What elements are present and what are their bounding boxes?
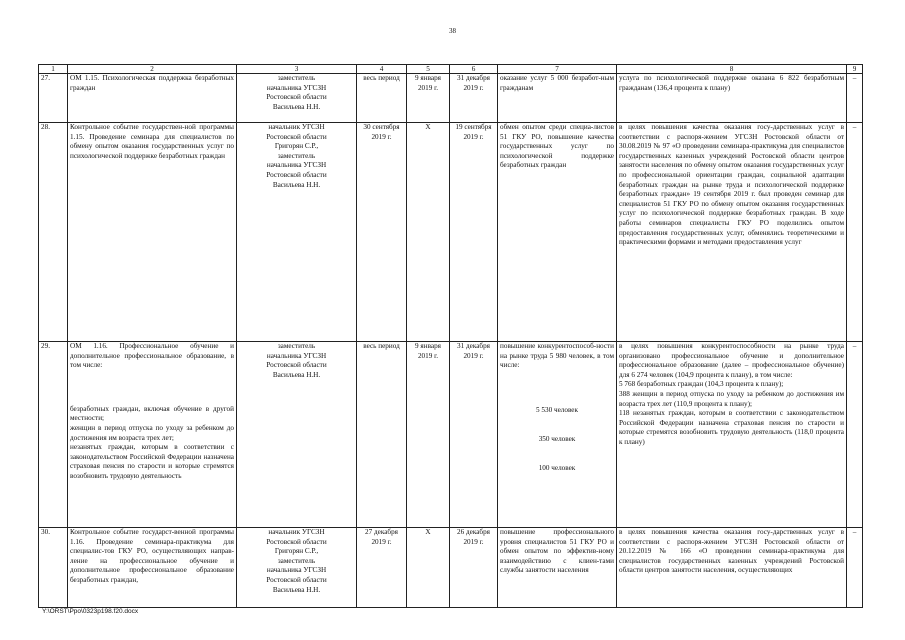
responsible-line: начальника УГСЗН [266, 161, 327, 170]
sub-item-event: незанятых граждан, которым в соответствии с законодательством Российской Федерации назначена страховая пенсия по старости и которые стремятся возобновить трудовую деятельность [70, 443, 234, 480]
expected-result: повышение профессионального уровня специалистов 51 ГКУ РО и обмен опытом по эффектив-ному взаимодействию с клиен-тами службы занятости населения [498, 528, 617, 608]
planned-period: 27 декабря 2019 г. [357, 528, 407, 608]
responsible-line: начальника УГСЗН [266, 566, 327, 575]
responsible-line: Ростовской области [266, 93, 327, 102]
note: – [847, 74, 863, 123]
table-row [39, 74, 863, 123]
actual-result: в целях повышения качества оказания госу-дарственных услуг в соответствии с распоря-жением УГСЗН Ростовской области от 30.08.2019 № 97 «О проведении семинара-практикума для специалистов государственных казенных учреждений Ростовской области центров занятости населения по обмену опытом оказания государственных услуг по профессиональной ориентации граждан, социальной адаптации безработных граждан на рынке труда и психологической поддержке безработных граждан» 19 сентября 2019 г. был проведен семинар для специалистов 51 ГКУ РО по обмену опытом оказания государственных услуг по психологической поддержке безработных граждан. В ходе работы семинаров специалисты ГКУ РО поделились опытом предоставления государственных услуг, обменялись теоретическими и практическими формами и методами предоставления услуг [617, 123, 847, 342]
responsible [237, 74, 357, 123]
actual-result: услуга по психологической поддержке оказана 6 822 безработным гражданам (136,4 процента к плану) [617, 74, 847, 123]
responsible-line: Васильева Н.Н. [272, 370, 321, 379]
row-number: 27. [39, 74, 68, 123]
responsible [237, 528, 357, 608]
sub-item-result: 388 женщин в период отпуска по уходу за ребенком до достижения им возраста трех лет (110,9 процента к плану); [619, 389, 844, 408]
row-number: 30. [39, 528, 68, 608]
responsible-line: Ростовской области [266, 361, 327, 370]
responsible-line: начальник УГСЗН [268, 123, 325, 131]
responsible-line: Васильева Н.Н. [272, 102, 321, 111]
header-cell: 1 [39, 65, 68, 74]
responsible-line: заместитель [277, 342, 316, 350]
responsible-line: заместитель [277, 74, 316, 82]
header-cell: 6 [450, 65, 498, 74]
note: – [847, 123, 863, 342]
start-date: 9 января 2019 г. [407, 74, 450, 123]
header-cell: 2 [68, 65, 237, 74]
end-date: 31 декабря 2019 г. [450, 342, 498, 528]
responsible-line: Ростовской области [266, 575, 327, 584]
responsible-line: начальника УГСЗН [266, 351, 327, 360]
sub-item-result: 118 незанятых граждан, которым в соответствии с законодательством Российской Федерации назначена страховая пенсия по старости и которые стремятся возобновить трудовую деятельность (118,0 процента к плану) [619, 409, 844, 446]
table-row [39, 528, 863, 608]
header-cell: 5 [407, 65, 450, 74]
responsible-line: Ростовской области [266, 132, 327, 141]
note: – [847, 342, 863, 528]
end-date: 26 декабря 2019 г. [450, 528, 498, 608]
start-date: 9 января 2019 г. [407, 342, 450, 528]
table-row [39, 123, 863, 342]
header-row [39, 65, 863, 74]
sub-item-expected: 100 человек [538, 463, 576, 472]
responsible-line: заместитель [277, 556, 316, 565]
responsible-line: заместитель [277, 151, 316, 160]
planned-period: весь период [357, 342, 407, 528]
header-cell: 9 [847, 65, 863, 74]
event-name [68, 342, 237, 528]
file-path-footer: Y:\ORST\Ppo\0323p198.f20.docx [42, 608, 139, 615]
sub-item-expected: 350 человек [538, 434, 576, 443]
responsible [237, 123, 357, 342]
header-cell: 8 [617, 65, 847, 74]
header-cell: 4 [357, 65, 407, 74]
event-name: Контрольное событие государствен-ной программы 1.15. Проведение семинара для специалистов по обмену опытом оказания государственных услуг по психологической поддержке безработных граждан [68, 123, 237, 342]
responsible-line: Ростовской области [266, 537, 327, 546]
responsible-line: начальник УГСЗН [268, 528, 325, 536]
end-date: 31 декабря 2019 г. [450, 74, 498, 123]
expected-result [498, 342, 617, 528]
responsible-line: Григорян С.Р., [274, 547, 319, 556]
result-title: в целях повышения конкурентоспособности на рынке труда организовано профессиональное обучение и дополнительное профессиональное образование (далее – профессиональное обучение) для 6 274 человек (104,9 процента к плану), в том числе: [619, 342, 844, 379]
expected-title: повышение конкурентоспособ-ности на рынке труда 5 980 человек, в том числе: [500, 342, 614, 370]
table-row [39, 342, 863, 528]
sub-item-result: 5 768 безработных граждан (104,3 процента к плану); [619, 380, 784, 389]
responsible-line: Ростовской области [266, 170, 327, 179]
responsible-line: начальника УГСЗН [266, 83, 327, 92]
page-number: 38 [449, 27, 456, 35]
header-cell: 3 [237, 65, 357, 74]
actual-result: в целях повышения качества оказания госу-дарственных услуг в соответствии с распоря-жением УГСЗН Ростовской области от 20.12.2019 № 166 «О проведении семинара-практикума для специалистов государственных казенных учреждений Ростовской области центров занятости населения, осуществляющих [617, 528, 847, 608]
responsible-line: Григорян С.Р., [274, 142, 319, 151]
planned-period: 30 сентября 2019 г. [357, 123, 407, 342]
row-number: 28. [39, 123, 68, 342]
actual-result [617, 342, 847, 528]
responsible-line: Васильева Н.Н. [272, 180, 321, 189]
sub-item-event: женщин в период отпуска по уходу за ребенком до достижения им возраста трех лет; [70, 423, 234, 442]
report-table [38, 64, 863, 608]
start-date: Х [407, 123, 450, 342]
expected-result: оказание услуг 5 000 безработ-ным гражданам [498, 74, 617, 123]
event-name: Контрольное событие государст-венной программы 1.16. Проведение семинара-практикума для специалис-тов ГКУ РО, осуществляющих направ-ление на профессиональное обучение и дополнительное профессиональное образование безработных граждан, [68, 528, 237, 608]
start-date: Х [407, 528, 450, 608]
row-number: 29. [39, 342, 68, 528]
sub-item-event: безработных граждан, включая обучение в другой местности; [70, 404, 234, 423]
note: – [847, 528, 863, 608]
expected-result: обмен опытом среди специа-листов 51 ГКУ РО, повышение качества государственных услуг по психологической поддержке безработных граждан [498, 123, 617, 342]
header-cell: 7 [498, 65, 617, 74]
end-date: 19 сентября 2019 г. [450, 123, 498, 342]
event-name: ОМ 1.15. Психологическая поддержка безработных граждан [68, 74, 237, 123]
responsible-line: Васильева Н.Н. [272, 585, 321, 594]
responsible [237, 342, 357, 528]
sub-item-expected: 5 530 человек [536, 405, 578, 414]
planned-period: весь период [357, 74, 407, 123]
event-title: ОМ 1.16. Профессиональное обучение и дополнительное профессиональное образование, в том числе: [70, 342, 234, 370]
